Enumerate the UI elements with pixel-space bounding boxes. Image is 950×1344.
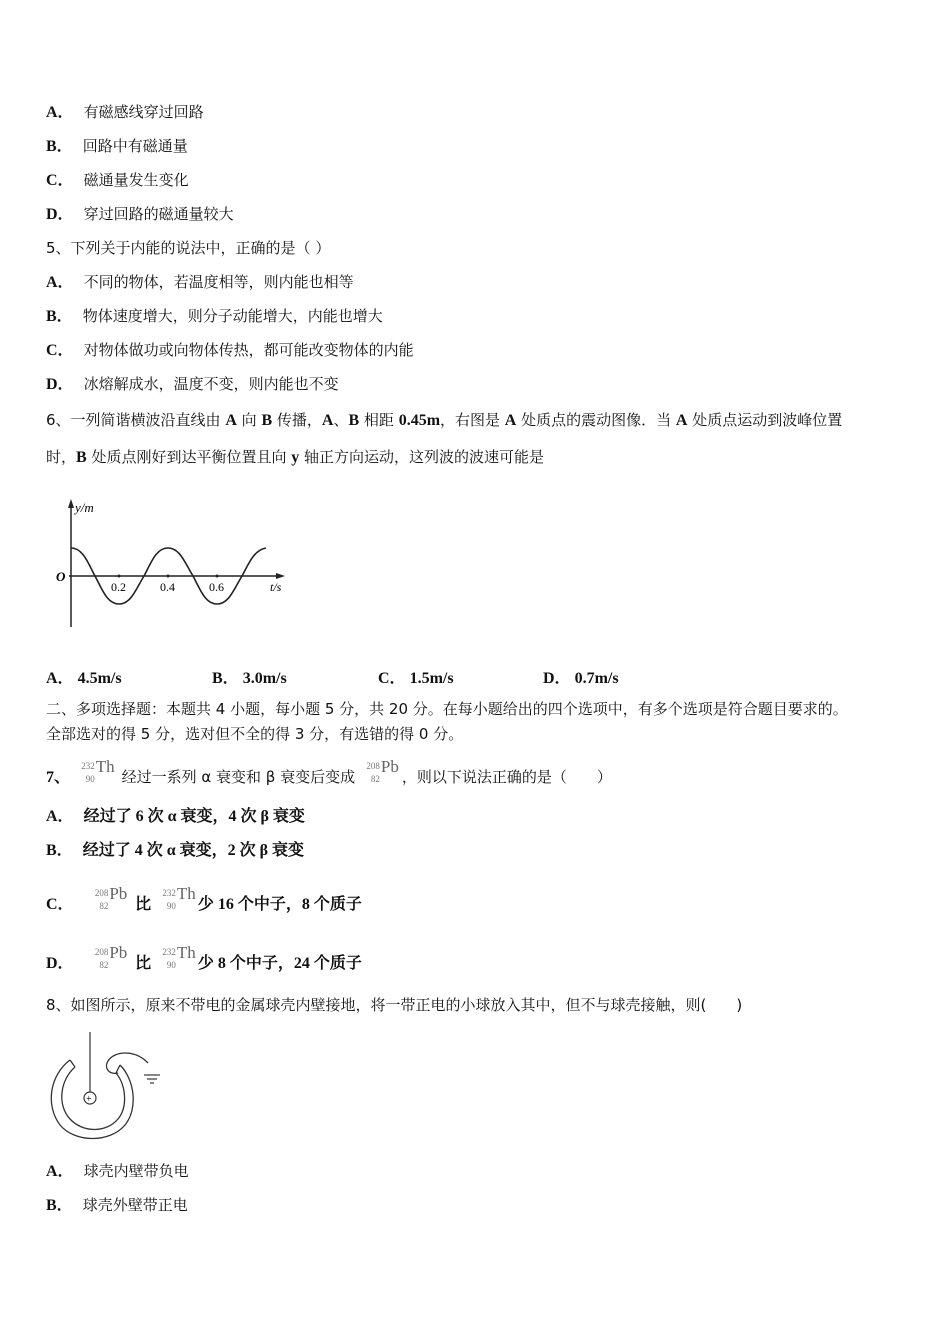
option-text: 冰熔解成水，温度不变，则内能也不变 (83, 375, 339, 393)
stem-text: A (675, 412, 688, 429)
element-symbol: Th (176, 884, 196, 903)
stem-text: 6、一列简谐横波沿直线由 (46, 411, 226, 429)
tick-label: 0.6 (209, 580, 224, 594)
option-text: 不同的物体，若温度相等，则内能也相等 (83, 273, 354, 291)
atomic-number: 82 (370, 774, 380, 784)
option-text: 0.7m/s (574, 670, 619, 687)
option-letter: A． (46, 670, 74, 687)
q7-option-b (46, 841, 304, 861)
question-number: 7、 (46, 769, 71, 786)
element-symbol: Pb (109, 943, 128, 962)
q5-option-c (46, 340, 414, 361)
stem-text: ，则以下说法正确的是（ ） (401, 768, 612, 786)
stem-text: 处质点运动到波峰位置 (687, 411, 843, 429)
q6-option-c (378, 665, 454, 688)
option-text: 经过了 4 次 α 衰变，2 次 β 衰变 (82, 842, 305, 859)
option-text: 对物体做功或向物体传热，都可能改变物体的内能 (83, 341, 414, 359)
y-axis-label: y/m (75, 500, 94, 515)
option-letter: B． (212, 670, 239, 687)
option-letter: C． (46, 896, 74, 913)
option-text: 物体速度增大，则分子动能增大，内能也增大 (82, 307, 383, 325)
stem-text: 传播， (272, 411, 322, 429)
stem-text: A (321, 412, 334, 429)
option-letter: A． (46, 808, 74, 825)
option-text: 穿过回路的磁通量较大 (83, 205, 234, 223)
q7-option-d (46, 943, 362, 974)
stem-text: A (504, 412, 517, 429)
tick-mark (216, 575, 219, 578)
stem-text: ，右图是 (440, 411, 505, 429)
q8-option-b (46, 1195, 188, 1216)
element-symbol: Pb (109, 884, 128, 903)
q4-option-c (46, 170, 189, 191)
tick-label: 0.2 (111, 580, 126, 594)
q6-options (46, 665, 746, 685)
stem-text: 时， (46, 448, 77, 466)
stem-text: 轴正方向运动，这列波的波速可能是 (299, 448, 545, 466)
option-letter: A． (46, 1163, 74, 1180)
option-letter: D． (46, 376, 74, 393)
option-text: 少 8 个中子，24 个质子 (197, 955, 362, 972)
q5-option-b (46, 306, 383, 327)
mass-number: 232 (162, 947, 176, 957)
stem-text: 处质点刚好到达平衡位置且向 (86, 448, 292, 466)
q4-option-b (46, 136, 188, 157)
isotope-pb (90, 884, 128, 913)
option-text: 3.0m/s (242, 670, 287, 687)
isotope-th (158, 884, 196, 913)
isotope-pb (90, 943, 128, 972)
atomic-number: 90 (166, 960, 176, 970)
q6-option-d (543, 665, 619, 688)
option-text: 少 16 个中子，8 个质子 (197, 896, 362, 913)
q5-stem: 5、下列关于内能的说法中，正确的是（ ） (46, 239, 331, 257)
tick-mark (118, 575, 121, 578)
spherical-shell-figure (40, 1025, 170, 1145)
element-symbol: Th (176, 943, 196, 962)
q4-option-a (46, 102, 204, 123)
q5-option-a (46, 272, 354, 293)
section2-instructions-line1: 二、多项选择题：本题共 4 小题，每小题 5 分，共 20 分。在每小题给出的四个选项中，有多个选项是符合题目要求的。 (46, 700, 848, 718)
q5-option-d (46, 374, 339, 395)
section2-instructions-line2: 全部选对的得 5 分，选对但不全的得 3 分，有选错的得 0 分。 (46, 725, 464, 743)
atomic-number: 90 (166, 901, 176, 911)
option-text: 有磁感线穿过回路 (83, 103, 204, 121)
mass-number: 232 (162, 888, 176, 898)
tick-mark (167, 575, 170, 578)
stem-text: A (225, 412, 237, 429)
origin-label: O (56, 569, 66, 584)
option-letter: D． (46, 206, 74, 223)
ground-wire (106, 1053, 148, 1073)
q7-option-a (46, 807, 305, 827)
isotope-th (77, 757, 115, 786)
stem-text: 0.45m (398, 412, 441, 429)
mass-number: 208 (94, 888, 109, 898)
element-symbol: Th (95, 757, 115, 776)
mass-number: 208 (366, 761, 380, 771)
q7-option-c (46, 884, 362, 915)
stem-text: 向 (236, 411, 262, 429)
option-letter: D． (543, 670, 571, 687)
atomic-number: 82 (99, 960, 109, 970)
atomic-number: 82 (99, 901, 109, 911)
y-axis-arrow-icon (68, 499, 74, 508)
option-text: 4.5m/s (77, 670, 122, 687)
option-letter: B． (46, 308, 73, 325)
q6-option-b (212, 665, 287, 688)
q6-option-a (46, 665, 122, 688)
stem-text: B (348, 412, 360, 429)
mass-number: 208 (94, 947, 109, 957)
stem-text: 处质点的震动图像．当 (516, 411, 676, 429)
x-axis-arrow-icon (276, 573, 285, 579)
option-text: 球壳内壁带负电 (83, 1162, 189, 1180)
isotope-th (158, 943, 196, 972)
option-letter: C． (46, 342, 74, 359)
option-letter: C． (46, 172, 74, 189)
option-letter: B． (46, 842, 73, 859)
element-symbol: Pb (380, 757, 399, 776)
vibration-graph (52, 495, 292, 635)
stem-text: B (76, 449, 87, 466)
option-text: 回路中有磁通量 (82, 137, 188, 155)
stem-text: 经过一系列 α 衰变和 β 衰变后变成 (121, 768, 356, 786)
option-letter: A． (46, 104, 74, 121)
x-axis-label: t/s (270, 580, 282, 594)
option-letter: B． (46, 1197, 73, 1214)
option-letter: D． (46, 955, 74, 972)
compare-text: 比 (135, 896, 152, 913)
stem-text: 相距 (359, 411, 399, 429)
isotope-pb (362, 757, 400, 786)
q8-option-a (46, 1161, 189, 1182)
q6-stem-line1 (46, 410, 842, 431)
stem-text: 、 (333, 411, 349, 429)
tick-label: 0.4 (160, 580, 175, 594)
option-letter: C． (378, 670, 406, 687)
stem-text: B (261, 412, 273, 429)
option-letter: B． (46, 138, 73, 155)
option-letter: A． (46, 274, 74, 291)
mass-number: 232 (81, 761, 95, 771)
option-text: 球壳外壁带正电 (82, 1196, 188, 1214)
atomic-number: 90 (85, 774, 95, 784)
option-text: 磁通量发生变化 (83, 171, 189, 189)
option-text: 经过了 6 次 α 衰变，4 次 β 衰变 (83, 808, 305, 825)
compare-text: 比 (135, 955, 152, 972)
q8-stem: 8、如图所示，原来不带电的金属球壳内壁接地，将一带正电的小球放入其中，但不与球壳接触，则( ) (46, 996, 743, 1014)
q4-option-d (46, 204, 234, 225)
q6-stem-line2 (46, 447, 544, 468)
stem-text: y (291, 449, 300, 466)
q7-stem (46, 757, 612, 788)
option-text: 1.5m/s (409, 670, 454, 687)
plus-icon: + (86, 1094, 92, 1105)
